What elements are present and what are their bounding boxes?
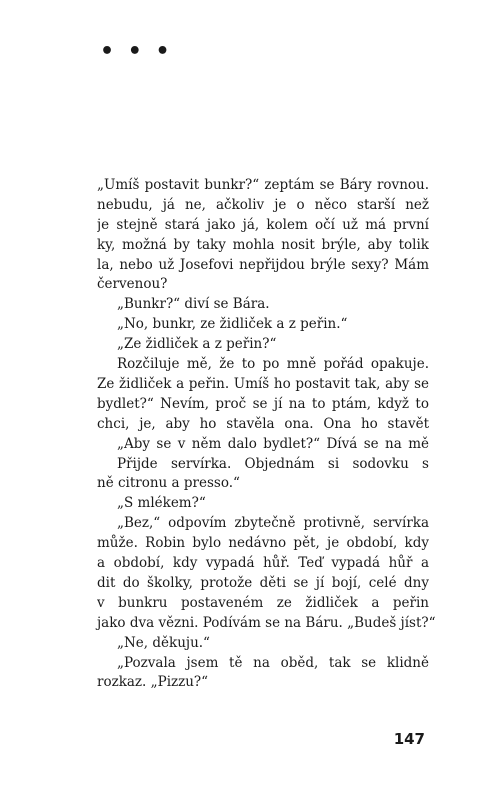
text-line: dit do školky, protože děti se jí bojí, celé dny xyxy=(97,574,429,591)
text-line: „Aby se v něm dalo bydlet?“ Dívá se na mě xyxy=(117,435,429,452)
text-line: ně citronu a presso.“ xyxy=(97,475,240,492)
text-line: „Ze židliček a z peřin?“ xyxy=(117,336,277,353)
text-line: la, nebo už Josefovi nepřijdou brýle sexy? Mám xyxy=(97,256,429,273)
text-line: v bunkru postaveném ze židliček a peřin xyxy=(97,594,429,611)
text-line: jako dva vězni. Podívám se na Báru. „Budeš jíst?“ xyxy=(97,614,436,631)
text-line: červenou? xyxy=(97,276,168,293)
text-line: „Umíš postavit bunkr?“ zeptám se Báry rovnou. xyxy=(97,177,429,193)
text-line: „S mlékem?“ xyxy=(117,495,206,512)
text-line: „Bunkr?“ diví se Bára. xyxy=(117,296,270,313)
page-number: 147 xyxy=(393,730,425,748)
text-line: rozkaz. „Pizzu?“ xyxy=(97,674,209,691)
text-line: Rozčiluje mě, že to po mně pořád opakuje. xyxy=(117,356,429,373)
section-break: • • • xyxy=(100,39,173,64)
text-line: Ze židliček a peřin. Umíš ho postavit tak, aby se xyxy=(97,375,429,392)
text-line: chci, je, aby ho stavěla ona. Ona ho stavět xyxy=(97,415,429,432)
body-text xyxy=(97,176,436,693)
text-line: nebudu, já ne, ačkoliv je o něco starší než xyxy=(97,196,429,213)
text-line: je stejně stará jako já, kolem očí už má první xyxy=(97,216,429,233)
text-line: bydlet?“ Nevím, proč se jí na to ptám, když to xyxy=(97,395,429,412)
text-line: a období, kdy vypadá hůř. Teď vypadá hůř a xyxy=(97,555,429,572)
text-line: „Bez,“ odpovím zbytečně protivně, servírka xyxy=(117,515,429,532)
text-line: ky, možná by taky mohla nosit brýle, aby tolik xyxy=(97,236,429,253)
text-line: Přijde servírka. Objednám si sodovku s xyxy=(117,455,429,472)
text-line: může. Robin bylo nedávno pět, je období, kdy xyxy=(97,535,429,552)
text-line: „Pozvala jsem tě na oběd, tak se klidně xyxy=(117,654,429,671)
text-line: „Ne, děkuju.“ xyxy=(117,634,210,651)
text-line: „No, bunkr, ze židliček a z peřin.“ xyxy=(117,316,348,333)
